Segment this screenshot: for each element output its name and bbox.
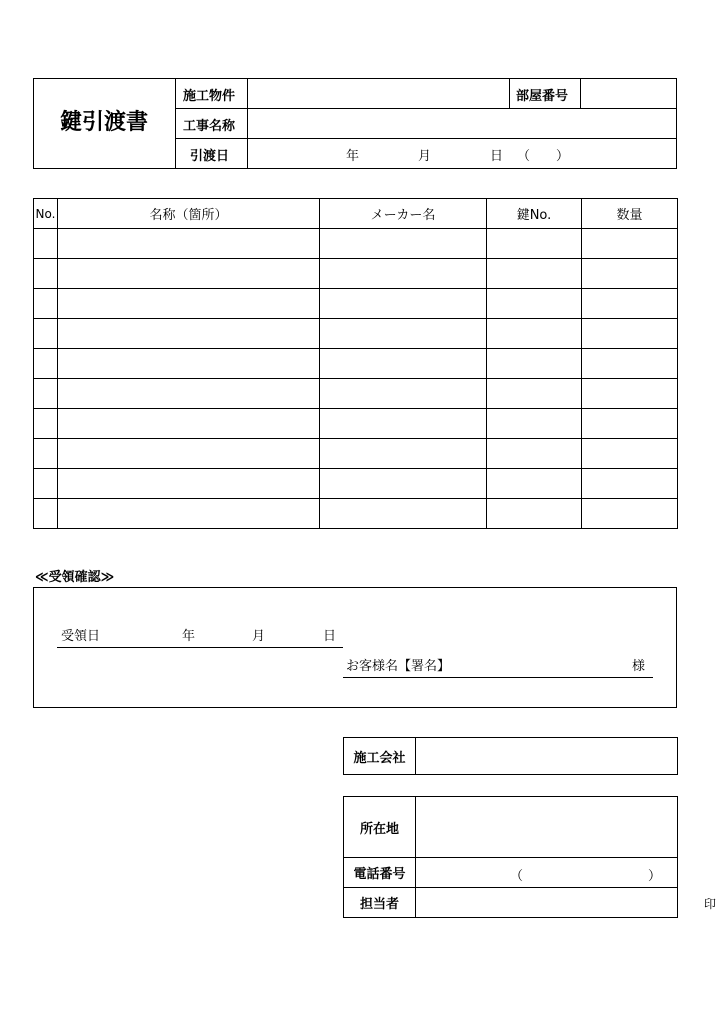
cell-no[interactable]: [34, 409, 58, 439]
room-number-field[interactable]: [582, 80, 675, 107]
person-in-charge-label: 担当者: [344, 888, 416, 918]
property-field[interactable]: [249, 80, 507, 107]
table-row: [34, 379, 678, 409]
date-day: 日: [490, 149, 504, 164]
cell-quantity[interactable]: [582, 439, 678, 469]
column-header-key-no: 鍵No.: [487, 199, 582, 229]
cell-no[interactable]: [34, 349, 58, 379]
column-header-quantity: 数量: [582, 199, 678, 229]
date-weekday-open: （: [517, 149, 531, 164]
phone-label: 電話番号: [344, 858, 416, 888]
construction-name-label: 工事名称: [183, 119, 236, 134]
cell-maker[interactable]: [320, 349, 487, 379]
table-row: [34, 349, 678, 379]
table-row: [34, 289, 678, 319]
handover-date-label: 引渡日: [190, 149, 230, 164]
table-row: [34, 319, 678, 349]
person-in-charge-field[interactable]: [416, 888, 717, 918]
cell-key-no[interactable]: [487, 499, 582, 529]
cell-maker[interactable]: [320, 319, 487, 349]
company-label: 施工会社: [344, 738, 416, 775]
cell-name[interactable]: [58, 289, 320, 319]
contact-table: [343, 796, 717, 918]
customer-signature-line[interactable]: [343, 677, 653, 678]
company-field[interactable]: [416, 738, 678, 775]
header-divider-title: [175, 78, 176, 169]
cell-quantity[interactable]: [582, 469, 678, 499]
customer-signature-label: お客様名【署名】: [346, 659, 451, 674]
cell-no[interactable]: [34, 469, 58, 499]
date-month: 月: [418, 149, 432, 164]
key-table: [33, 198, 678, 529]
cell-quantity[interactable]: [582, 379, 678, 409]
cell-quantity[interactable]: [582, 499, 678, 529]
cell-name[interactable]: [58, 439, 320, 469]
column-header-maker: メーカー名: [320, 199, 487, 229]
cell-no[interactable]: [34, 259, 58, 289]
cell-key-no[interactable]: [487, 409, 582, 439]
property-label: 施工物件: [183, 89, 236, 104]
cell-no[interactable]: [34, 439, 58, 469]
cell-name[interactable]: [58, 409, 320, 439]
received-month: 月: [252, 629, 266, 644]
received-date-underline[interactable]: [57, 647, 343, 648]
cell-key-no[interactable]: [487, 289, 582, 319]
address-field[interactable]: [416, 797, 678, 858]
room-divider-left: [509, 78, 510, 108]
cell-maker[interactable]: [320, 259, 487, 289]
date-year: 年: [346, 149, 360, 164]
cell-name[interactable]: [58, 379, 320, 409]
cell-name[interactable]: [58, 319, 320, 349]
receipt-section-title: ≪受領確認≫: [35, 570, 115, 585]
phone-open-paren: （: [510, 869, 524, 884]
cell-no[interactable]: [34, 499, 58, 529]
cell-key-no[interactable]: [487, 379, 582, 409]
received-day: 日: [323, 629, 337, 644]
handover-date-field[interactable]: [249, 140, 675, 167]
cell-name[interactable]: [58, 229, 320, 259]
cell-no[interactable]: [34, 379, 58, 409]
room-number-label: 部屋番号: [516, 89, 569, 104]
seal-mark: 印: [704, 897, 717, 911]
received-date-label: 受領日: [61, 629, 101, 644]
room-divider-right: [580, 78, 581, 108]
cell-key-no[interactable]: [487, 439, 582, 469]
cell-no[interactable]: [34, 289, 58, 319]
column-header-name: 名称（箇所）: [58, 199, 320, 229]
header-row-line-2: [175, 138, 677, 139]
cell-quantity[interactable]: [582, 349, 678, 379]
construction-name-field[interactable]: [249, 110, 675, 137]
cell-quantity[interactable]: [582, 409, 678, 439]
cell-no[interactable]: [34, 229, 58, 259]
cell-key-no[interactable]: [487, 259, 582, 289]
cell-quantity[interactable]: [582, 319, 678, 349]
table-header-row: [34, 199, 678, 229]
cell-maker[interactable]: [320, 409, 487, 439]
header-row-line-1: [175, 108, 677, 109]
table-row: [34, 259, 678, 289]
column-header-no: No.: [34, 199, 58, 229]
table-row: [34, 229, 678, 259]
header-divider-labels: [247, 78, 248, 169]
document-title: 鍵引渡書: [59, 110, 148, 135]
cell-name[interactable]: [58, 499, 320, 529]
received-year: 年: [182, 629, 196, 644]
phone-close-paren: ）: [648, 869, 662, 884]
cell-maker[interactable]: [320, 379, 487, 409]
cell-key-no[interactable]: [487, 469, 582, 499]
cell-quantity[interactable]: [582, 259, 678, 289]
phone-field[interactable]: [416, 858, 678, 888]
company-table: [343, 737, 678, 775]
date-weekday-close: ）: [556, 149, 570, 164]
cell-maker[interactable]: [320, 469, 487, 499]
customer-honorific: 様: [632, 659, 646, 674]
cell-key-no[interactable]: [487, 229, 582, 259]
table-row: [34, 469, 678, 499]
cell-no[interactable]: [34, 319, 58, 349]
cell-maker[interactable]: [320, 439, 487, 469]
cell-maker[interactable]: [320, 229, 487, 259]
table-row: [34, 439, 678, 469]
address-label: 所在地: [344, 797, 416, 858]
cell-name[interactable]: [58, 349, 320, 379]
cell-maker[interactable]: [320, 289, 487, 319]
cell-name[interactable]: [58, 469, 320, 499]
cell-quantity[interactable]: [582, 229, 678, 259]
cell-key-no[interactable]: [487, 349, 582, 379]
cell-name[interactable]: [58, 259, 320, 289]
table-row: [34, 409, 678, 439]
cell-quantity[interactable]: [582, 289, 678, 319]
cell-maker[interactable]: [320, 499, 487, 529]
table-row: [34, 499, 678, 529]
cell-key-no[interactable]: [487, 319, 582, 349]
